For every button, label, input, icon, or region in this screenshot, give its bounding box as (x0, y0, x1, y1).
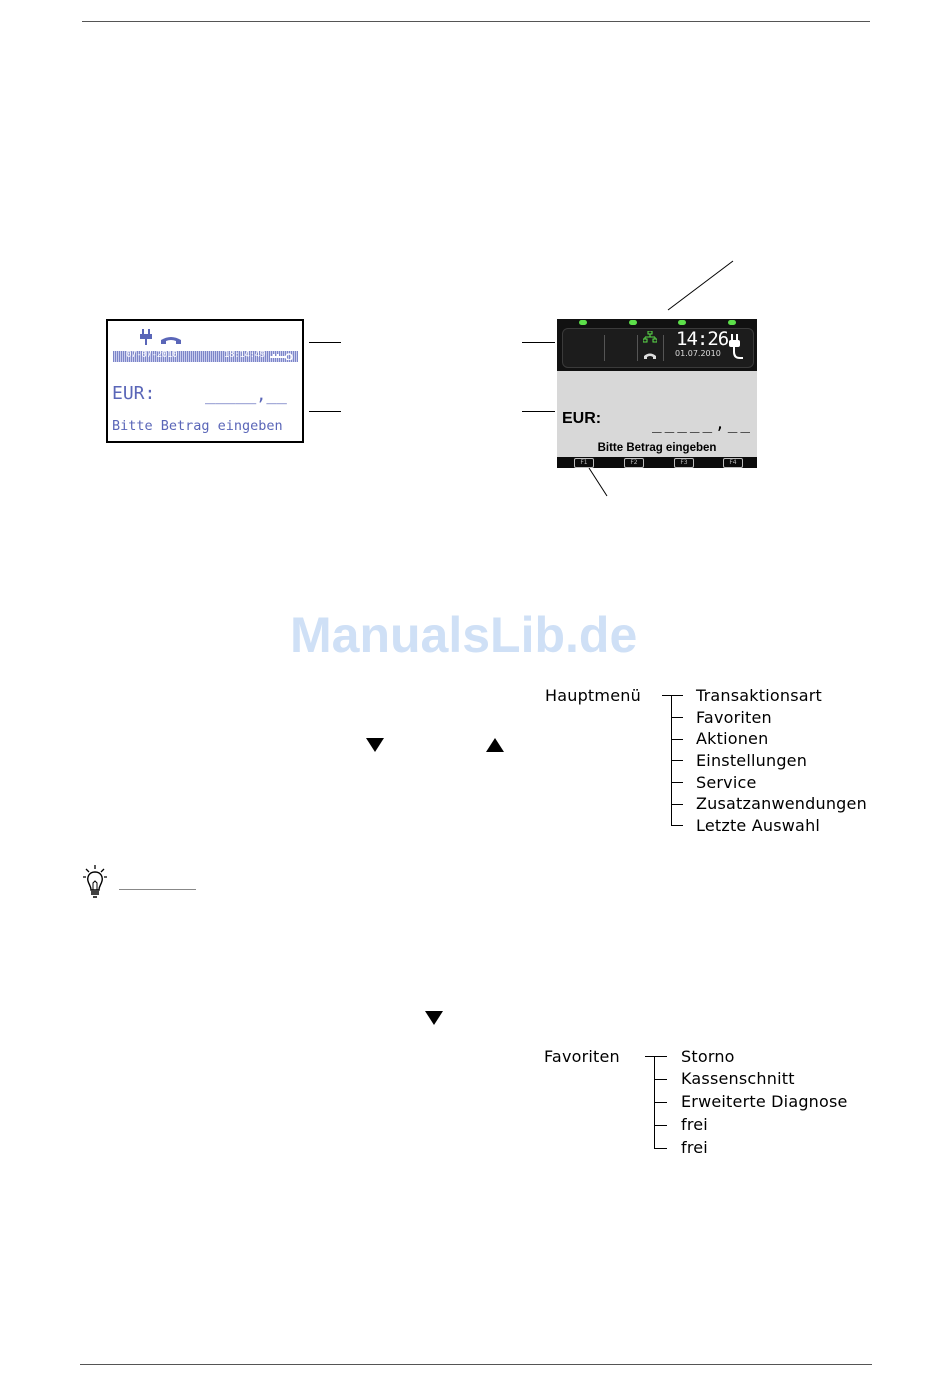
favorites-item-kassenschnitt: Kassenschnitt (681, 1069, 795, 1088)
amount-prompt: Bitte Betrag eingeben (112, 418, 283, 434)
bottom-rule (80, 1364, 872, 1365)
arrow-down-icon (425, 1011, 443, 1025)
status-bar (113, 351, 298, 362)
clock-time: 14:26 (676, 328, 729, 350)
amount-field[interactable]: _____,__ (205, 385, 287, 405)
divider (663, 335, 664, 361)
favorites-item-erweiterte-diagnose: Erweiterte Diagnose (681, 1092, 848, 1111)
menu-item-service: Service (696, 773, 757, 792)
status-time: 18:14:49 (224, 350, 265, 360)
favorites-item-frei: frei (681, 1138, 708, 1157)
phone-handset-icon (643, 352, 657, 360)
tree-tick (654, 1148, 667, 1149)
tree-tick (671, 804, 683, 805)
menu-item-aktionen: Aktionen (696, 729, 769, 748)
tree-tick (654, 1102, 667, 1103)
callout-line (309, 411, 341, 412)
tree-tick (671, 760, 683, 761)
power-plug-icon (729, 334, 745, 360)
callout-line (522, 342, 555, 343)
menu-item-transaktionsart: Transaktionsart (696, 686, 822, 705)
status-date: 07-07-2010 (126, 350, 178, 360)
f3-key[interactable]: F3 (674, 458, 694, 468)
currency-label: EUR: (112, 383, 156, 404)
divider (604, 335, 605, 361)
tree-tick (671, 825, 683, 826)
key-icon (270, 353, 294, 360)
divider (637, 335, 638, 361)
tree-branch (662, 695, 683, 696)
power-plug-icon (140, 329, 152, 345)
tree-tick (671, 739, 683, 740)
led-indicator (629, 320, 637, 325)
favorites-item-frei: frei (681, 1115, 708, 1134)
callout-line-diagonal (665, 258, 737, 314)
phone-handset-icon (160, 336, 182, 345)
network-icon (643, 331, 657, 343)
status-panel (562, 328, 754, 368)
tree-tick (671, 782, 683, 783)
arrow-up-icon (486, 738, 504, 752)
clock-date: 01.07.2010 (675, 349, 721, 358)
f1-key[interactable]: F1 (574, 458, 594, 468)
led-indicator (678, 320, 686, 325)
tree-tick (654, 1079, 667, 1080)
amount-prompt: Bitte Betrag eingeben (597, 442, 717, 454)
tree-tick (671, 717, 683, 718)
tree-tick (654, 1125, 667, 1126)
tree-branch (645, 1056, 667, 1057)
menu-root: Hauptmenü (545, 686, 641, 705)
tip-underline (119, 889, 196, 890)
led-indicator (728, 320, 736, 325)
color-terminal-display (557, 319, 757, 468)
f2-key[interactable]: F2 (624, 458, 644, 468)
callout-line-diagonal (585, 466, 611, 498)
led-indicator (579, 320, 587, 325)
callout-line (309, 342, 341, 343)
top-rule (82, 21, 870, 22)
arrow-down-icon (366, 738, 384, 752)
mono-terminal-display (106, 319, 304, 443)
currency-label: EUR: (562, 410, 602, 427)
function-key-bar (557, 457, 757, 468)
watermark: ManualsLib.de (290, 607, 638, 663)
menu-item-einstellungen: Einstellungen (696, 751, 808, 770)
status-area (557, 319, 757, 371)
favorites-item-storno: Storno (681, 1047, 735, 1066)
menu-item-favoriten: Favoriten (696, 708, 772, 727)
amount-field[interactable]: _____,__ (652, 414, 754, 433)
favorites-root: Favoriten (544, 1047, 620, 1066)
callout-line (522, 411, 555, 412)
f4-key[interactable]: F4 (723, 458, 743, 468)
menu-item-zusatzanwendungen: Zusatzanwendungen (696, 794, 867, 813)
lightbulb-tip-icon (82, 864, 108, 900)
menu-item-letzte-auswahl: Letzte Auswahl (696, 816, 821, 835)
